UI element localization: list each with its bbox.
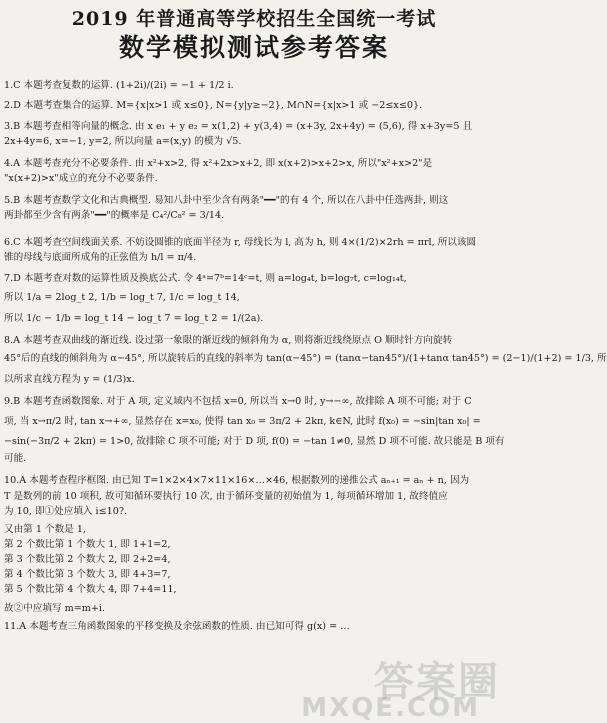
answer-line: 以所求直线方程为 y = (1/3)x.	[4, 374, 135, 385]
answer-line: 可能.	[4, 453, 27, 464]
answer-line: 第 4 个数比第 3 个数大 3, 即 4+3=7,	[4, 569, 171, 580]
answer-line: −sin(−3π/2 + 2kπ) = 1>0, 故排除 C 项不可能; 对于 D 项, f(0) = −tan 1≠0, 显然 D 项不可能. 故只能是 B 项有	[4, 436, 505, 447]
answer-line: 为 10, 即①处应填入 i≤10?.	[4, 506, 128, 517]
answer-line: 项, 当 x→π/2 时, tan x→+∞, 显然存在 x=x₀, 使得 tan x₀ = 3π/2 + 2kπ, k∈N, 此时 f(x₀) = −sin|tan x₀| =	[4, 416, 481, 427]
answer-line: 1.C 本题考查复数的运算. (1+2i)/(2i) = −1 + 1/2 i.	[4, 80, 234, 91]
answer-line: 7.D 本题考查对数的运算性质及换底公式. 令 4ᵃ=7ᵇ=14ᶜ=t, 则 a=log₄t, b=log₇t, c=log₁₄t,	[4, 273, 407, 284]
answer-line: 9.B 本题考查函数图象. 对于 A 项, 定义域内不包括 x=0, 所以当 x→0 时, y→−∞, 故排除 A 项不可能; 对于 C	[4, 396, 472, 407]
answer-line: 又由第 1 个数是 1,	[4, 524, 86, 535]
answer-line: 第 2 个数比第 1 个数大 1, 即 1+1=2,	[4, 539, 171, 550]
watermark-logo: 答案圈	[374, 659, 500, 705]
answer-line: 6.C 本题考查空间线面关系. 不妨设圆锥的底面半径为 r, 母线长为 l, 高为 h, 则 4×(1/2)×2rh = πrl, 所以该圆	[4, 237, 477, 248]
answer-line: T 是数列的前 10 项积, 故可知循环要执行 10 次, 由于循环变量的初始值为 1, 每项循环增加 1, 故终值应	[4, 491, 448, 502]
answer-line: 所以 1/a = 2log_t 2, 1/b = log_t 7, 1/c = log_t 14,	[4, 292, 240, 303]
watermark-url: MXQE.COM	[301, 693, 480, 723]
answer-line: 第 5 个数比第 4 个数大 4, 即 7+4=11,	[4, 584, 177, 595]
exam-title: 2019 年普通高等学校招生全国统一考试	[71, 8, 437, 30]
answer-line: 2x+4y=6, x=−1, y=2, 所以向量 a=(x,y) 的模为 √5.	[4, 136, 242, 147]
answer-line: 11.A 本题考查三角函数图象的平移变换及余弦函数的性质. 由已知可得 g(x) = …	[4, 621, 350, 632]
answer-line: 所以 1/c − 1/b = log_t 14 − log_t 7 = log_t 2 = 1/(2a).	[4, 313, 264, 324]
answer-title: 数学模拟测试参考答案	[118, 33, 389, 62]
answer-line: 锥的母线与底面所成角的正弦值为 h/l = π/4.	[4, 252, 197, 263]
answer-line: 故②中应填写 m=m+i.	[4, 603, 106, 614]
answer-line: 3.B 本题考查相等向量的概念. 由 x e₁ + y e₂ = x(1,2) + y(3,4) = (x+3y, 2x+4y) = (5,6), 得 x+3y=5 且	[4, 121, 473, 132]
answer-line: 45°后的直线的倾斜角为 α−45°, 所以旋转后的直线的斜率为 tan(α−45°) = (tanα−tan45°)/(1+tanα tan45°) = (2−1)/(1+2) = 1/3, 所	[4, 353, 607, 364]
answer-line: 5.B 本题考查数学文化和古典概型. 易知八卦中至少含有两条"━━"的有 4 个, 所以在八卦中任选两卦, 则这	[4, 195, 449, 206]
answer-line: 2.D 本题考查集合的运算. M={x|x>1 或 x≤0}, N={y|y≥−2}, M∩N={x|x>1 或 −2≤x≤0}.	[4, 100, 423, 111]
answer-line: 4.A 本题考查充分不必要条件. 由 x²+x>2, 得 x²+2x>x+2, 即 x(x+2)>x+2>x, 所以"x²+x>2"是	[4, 158, 433, 169]
answer-line: "x(x+2)>x"成立的充分不必要条件.	[4, 173, 158, 184]
answer-line: 8.A 本题考查双曲线的渐近线. 设过第一象限的渐近线的倾斜角为 α, 则将渐近线绕原点 O 顺时针方向旋转	[4, 335, 453, 346]
answer-line: 两卦都至少含有两条"━━"的概率是 C₄²/C₈² = 3/14.	[4, 210, 225, 221]
answer-line: 第 3 个数比第 2 个数大 2, 即 2+2=4,	[4, 554, 171, 565]
answer-line: 10.A 本题考查程序框图. 由已知 T=1×2×4×7×11×16×…×46, 根据数列的递推公式 aₙ₊₁ = aₙ + n, 因为	[4, 475, 470, 486]
